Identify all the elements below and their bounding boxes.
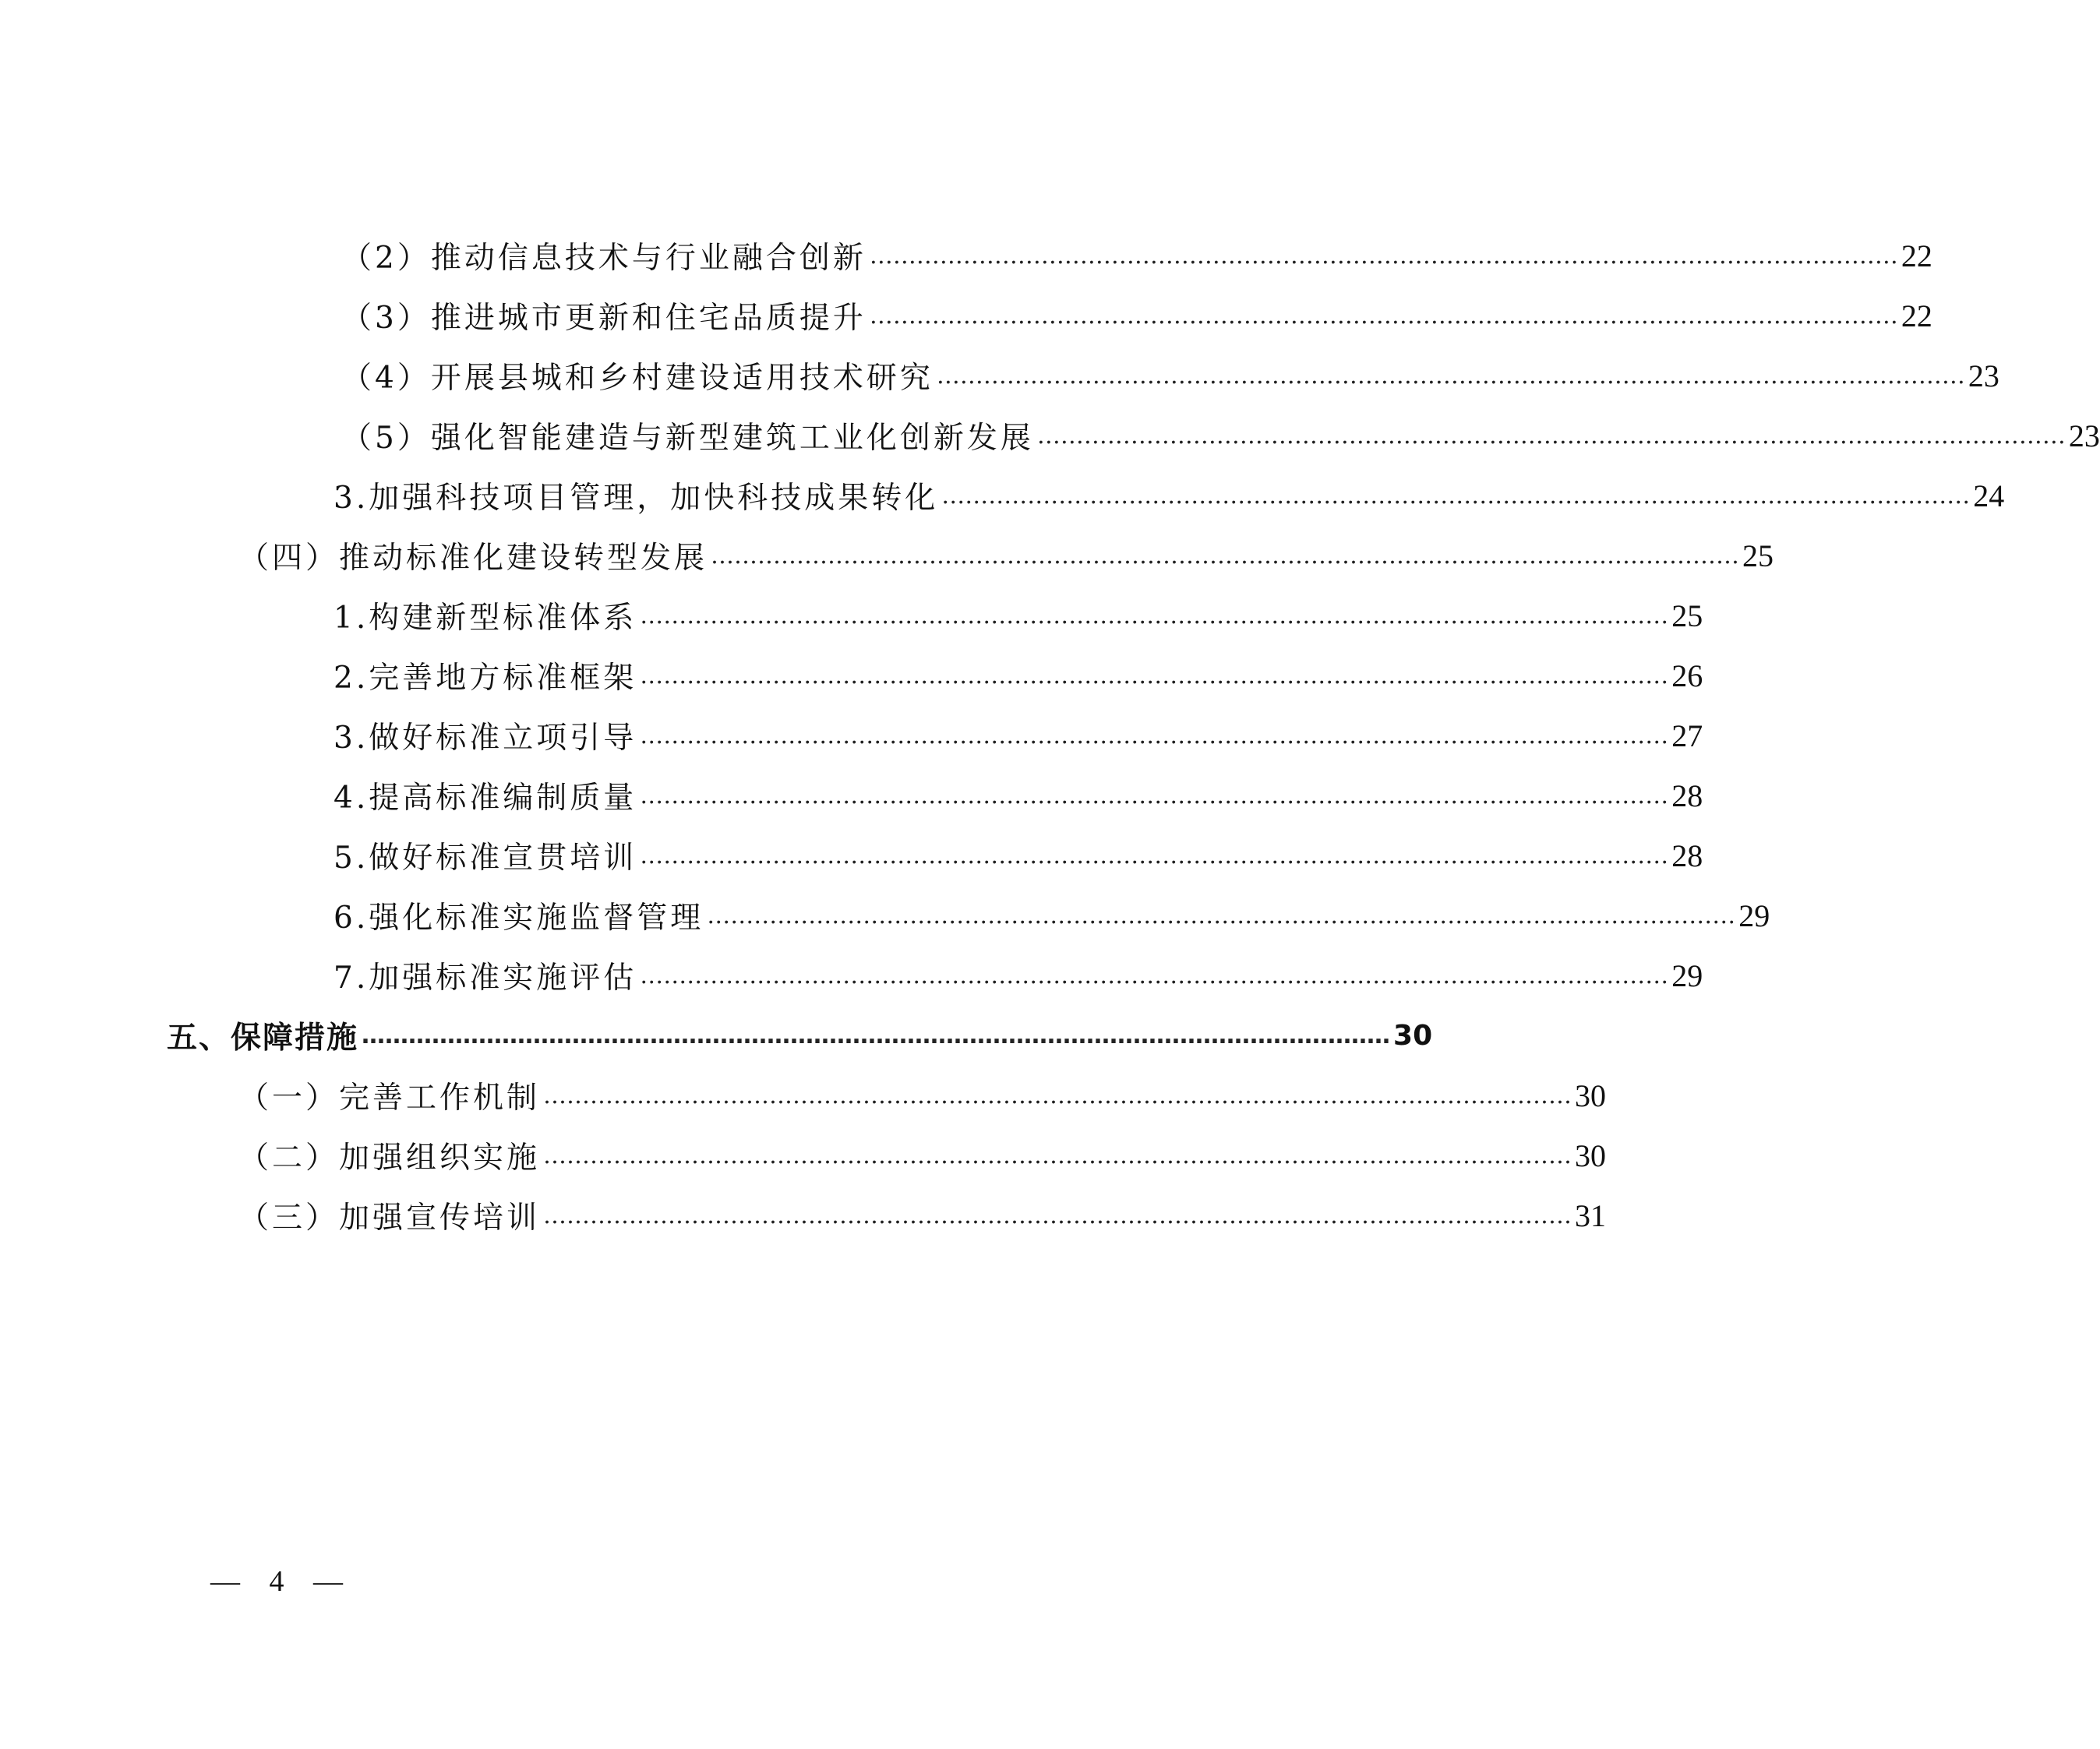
toc-entry[interactable] — [167, 1012, 1433, 1059]
toc-leader-dots: …………………………………………………………………………………………………………………… — [543, 1081, 1572, 1109]
toc-leader-dots: …………………………………………………………………………………………………………………… — [707, 901, 1736, 929]
toc-leader-dots: …………………………………………………………………………………………………………………… — [640, 601, 1669, 629]
toc-entry[interactable] — [334, 952, 1703, 999]
toc-entry-label: 4.提高标准编制质量 — [334, 781, 637, 816]
toc-leader-dots: …………………………………………………………………………………………………………………… — [640, 661, 1669, 689]
toc-entry-page: 22 — [1901, 238, 1932, 273]
toc-entry[interactable] — [334, 472, 2005, 519]
toc-entry-page: 30 — [1575, 1077, 1607, 1113]
toc-entry-label: 3.做好标准立项引导 — [334, 721, 637, 756]
toc-leader-dots: …………………………………………………………………………………………………………………… — [640, 961, 1669, 989]
toc-entry[interactable] — [334, 712, 1703, 759]
toc-entry[interactable] — [334, 652, 1703, 699]
toc-entry-label: 5.做好标准宣贯培训 — [334, 841, 637, 876]
toc-leader-dots: …………………………………………………………………………………………………………………… — [640, 781, 1669, 809]
toc-entry-label: 2.完善地方标准框架 — [334, 661, 637, 696]
toc-entry-page: 29 — [1738, 897, 1770, 933]
toc-entry-label: 6.强化标准实施监督管理 — [334, 901, 704, 936]
toc-entry[interactable] — [334, 832, 1703, 879]
toc-entry-label: （5）强化智能建造与新型建筑工业化创新发展 — [341, 421, 1034, 456]
toc-entry-page: 22 — [1901, 298, 1932, 333]
toc-entry[interactable] — [334, 772, 1703, 819]
toc-leader-dots: …………………………………………………………………………………………………………………… — [1036, 421, 2066, 450]
toc-entry-label: 3.加强科技项目管理，加快科技成果转化 — [334, 481, 939, 516]
toc-entry-label: 1.构建新型标准体系 — [334, 601, 637, 636]
toc-leader-dots: …………………………………………………………………………………………………………………… — [543, 1201, 1572, 1229]
toc-entry-label: （二）加强组织实施 — [238, 1141, 541, 1176]
toc-entry-page: 25 — [1742, 538, 1774, 573]
toc-leader-dots: …………………………………………………………………………………………………………………… — [869, 242, 1898, 270]
toc-entry-page: 31 — [1575, 1197, 1607, 1233]
toc-entry[interactable] — [341, 352, 1999, 399]
toc-entry-page: 28 — [1671, 837, 1703, 873]
toc-entry[interactable] — [238, 1072, 1607, 1119]
toc-entry-page: 26 — [1671, 658, 1703, 693]
toc-entry-label: （3）推进城市更新和住宅品质提升 — [341, 301, 866, 336]
toc-entry[interactable] — [341, 232, 1932, 279]
toc-entry[interactable] — [341, 292, 1932, 339]
toc-entry-page: 25 — [1671, 598, 1703, 633]
toc-entry-page: 23 — [1968, 358, 1999, 393]
toc-entry-label: （四）推动标准化建设转型发展 — [238, 541, 708, 576]
toc-entry-page: 23 — [2068, 418, 2100, 453]
page-number: — 4 — — [210, 1565, 354, 1598]
toc-leader-dots: …………………………………………………………………………………………………………………… — [362, 1021, 1391, 1049]
toc-leader-dots: …………………………………………………………………………………………………………………… — [640, 721, 1669, 749]
toc-entry[interactable] — [238, 1132, 1607, 1179]
toc-leader-dots: …………………………………………………………………………………………………………………… — [543, 1141, 1572, 1169]
toc-entry-label: （一）完善工作机制 — [238, 1081, 541, 1116]
toc-entry-label: 7.加强标准实施评估 — [334, 961, 637, 996]
toc-leader-dots: …………………………………………………………………………………………………………………… — [869, 301, 1898, 330]
toc-leader-dots: …………………………………………………………………………………………………………………… — [640, 841, 1669, 869]
toc-entry-page: 28 — [1671, 778, 1703, 813]
toc-entry-page: 30 — [1575, 1137, 1607, 1173]
toc-entry[interactable] — [238, 532, 1774, 579]
toc-entry[interactable] — [334, 892, 1770, 939]
toc-entry-page: 24 — [1973, 478, 2005, 513]
toc-entry[interactable] — [334, 592, 1703, 639]
toc-entry-label: （4）开展县城和乡村建设适用技术研究 — [341, 361, 934, 396]
toc-entry-label: （2）推动信息技术与行业融合创新 — [341, 241, 866, 276]
toc-entry-page: 27 — [1671, 718, 1703, 753]
toc-entry[interactable] — [238, 1192, 1607, 1239]
toc-leader-dots: …………………………………………………………………………………………………………………… — [936, 361, 1965, 390]
toc-entry-label: 五、保障措施 — [167, 1021, 359, 1056]
toc-leader-dots: …………………………………………………………………………………………………………………… — [941, 481, 1971, 510]
toc-entry[interactable] — [341, 412, 2100, 459]
toc-leader-dots: …………………………………………………………………………………………………………………… — [711, 541, 1740, 569]
toc-entry-label: （三）加强宣传培训 — [238, 1201, 541, 1236]
toc-entry-page: 29 — [1671, 957, 1703, 993]
toc-entry-page: 30 — [1393, 1019, 1433, 1052]
